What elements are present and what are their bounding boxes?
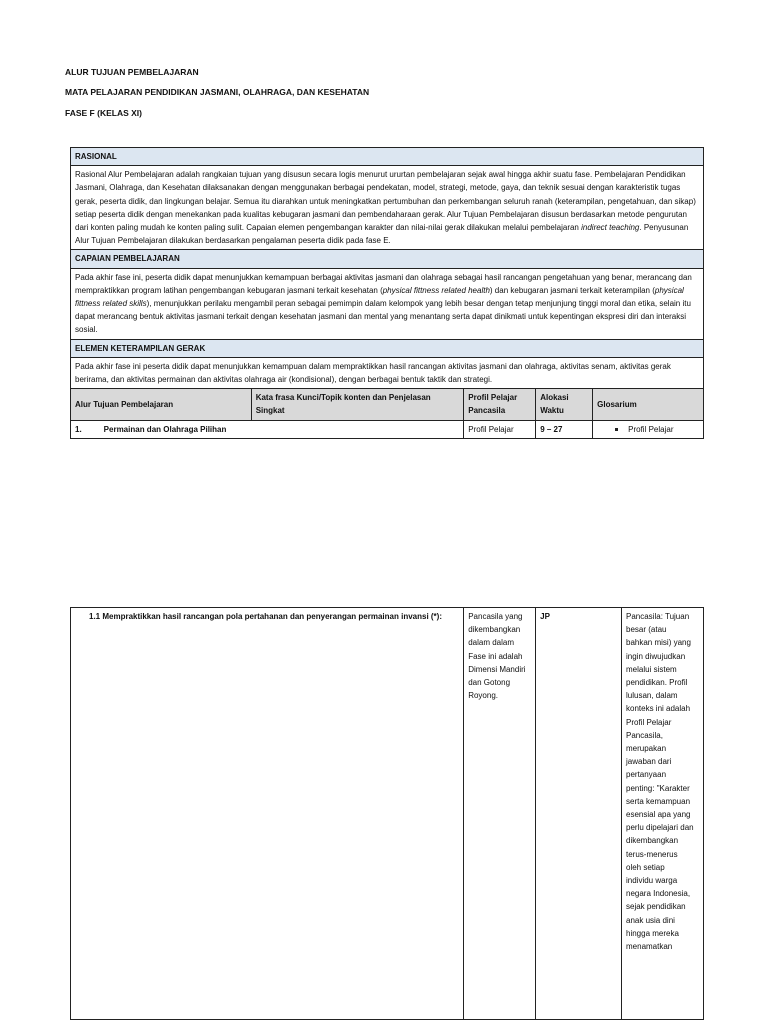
table-row (71, 420, 704, 438)
profil-cell: Pancasila yang dikembangkan dalam dalam Fase ini adalah Dimensi Mandiri dan Gotong Royong. (464, 608, 536, 1020)
table-row (71, 608, 704, 1020)
tujuan-cell: 1.1 Mempraktikkan hasil rancangan pola pertahanan dan penyerangan permainan invansi (*): (71, 608, 464, 1020)
col-header-profil: Profil Pelajar Pancasila (464, 389, 536, 420)
col-header-alur: Alur Tujuan Pembelajaran (71, 389, 252, 420)
elemen-header: ELEMEN KETERAMPILAN GERAK (71, 339, 704, 357)
waktu-cell: JP (536, 608, 622, 1020)
rasional-header: RASIONAL (71, 148, 704, 166)
capaian-text: Pada akhir fase ini, peserta didik dapat menunjukkan kemampuan berbagai aktivitas jasmani dan olahraga sebagai hasil rancangan pengetahuan yang benar, merancang dan mempraktikkan program latihan pengembangan kebugaran jasmani terkait kesehatan (physical fittness related health) dan kebugaran jasmani terkait keterampilan (physical fittness related skills), menunjukkan perilaku mengambil peran sebagai pemimpin dalam kelompok yang lebih besar dengan tetap menjunjung tinggi moral dan etika, selain itu dapat merancang bentuk aktivitas jasmani terkait dengan kesehatan jasmani dan mental yang menantang serta dapat dinikmati untuk kepentingan ekspresi diri dan interaksi sosial. (71, 268, 704, 339)
col-header-glosarium: Glosarium (593, 389, 704, 420)
doc-subject: MATA PELAJARAN PENDIDIKAN JASMANI, OLAHRAGA, DAN KESEHATAN (65, 87, 370, 97)
col-header-kata: Kata frasa Kunci/Topik konten dan Penjelasan Singkat (251, 389, 464, 420)
rasional-text: Rasional Alur Pembelajaran adalah rangkaian tujuan yang disusun secara logis menurut ururtan pembelajaran sejak awal hingga akhir suatu fase. Pembelajaran Pendidikan Jasmani, Olahraga, dan Kesehatan dilaksanakan dengan menggunakan berbagai pendekatan, model, strategi, metode, gaya, dan teknik sesuai dengan karakteristik tugas gerak, peserta didik, dan lingkungan belajar. Semua itu diarahkan untuk meningkatkan pertumbuhan dan perkembangan seluruh ranah (keterampilan, pengetahuan, dan sikap) setiap peserta didik dengan menekankan pada kualitas kebugaran jasmani dan pembendaharaan gerak. Alur Tujuan Pembelajaran disusun berdasarkan metode pengurutan dari konten paling mudah ke konten paling sulit. Capaian elemen pengembangan karakter dan nilai-nilai gerak dilakukan melalui pembelajaran indirect teaching. Penyusunan Alur Tujuan Pembelajaran dilakukan berdasarkan pengalaman peserta didik pada fase E. (71, 166, 704, 250)
elemen-text: Pada akhir fase ini peserta didik dapat menunjukkan kemampuan dalam mempraktikkan hasil rancangan aktivitas jasmani dan olahraga, aktivitas senam, aktivitas gerak berirama, dan aktivitas permainan dan aktivitas olahraga air (kondisional), dengan berbagai bentuk taktik dan strategi. (71, 357, 704, 388)
atp-table (70, 147, 704, 439)
atp-table-continued (70, 607, 704, 1020)
doc-phase: FASE F (KELAS XI) (65, 108, 142, 118)
row-title: 1. Permainan dan Olahraga Pilihan (71, 420, 464, 438)
row-glosarium: Profil Pelajar (593, 420, 704, 438)
row-profil: Profil Pelajar (464, 420, 536, 438)
row-waktu: 9 – 27 (536, 420, 593, 438)
doc-title: ALUR TUJUAN PEMBELAJARAN (65, 67, 199, 77)
bullet-icon (615, 428, 618, 431)
glosarium-cell: Pancasila: Tujuan besar (atau bahkan misi) yang ingin diwujudkan melalui sistem pendidikan. Profil lulusan, dalam konteks ini adalah Profil Pelajar Pancasila, merupakan jawaban dari pertanyaan penting: "Karakter serta kemampuan esensial apa yang perlu dipelajari dan dikembangkan terus-menerus oleh setiap individu warga negara Indonesia, sejak pendidikan anak usia dini hingga mereka menamatkan (622, 608, 704, 1020)
capaian-header: CAPAIAN PEMBELAJARAN (71, 250, 704, 268)
col-header-alokasi: Alokasi Waktu (536, 389, 593, 420)
